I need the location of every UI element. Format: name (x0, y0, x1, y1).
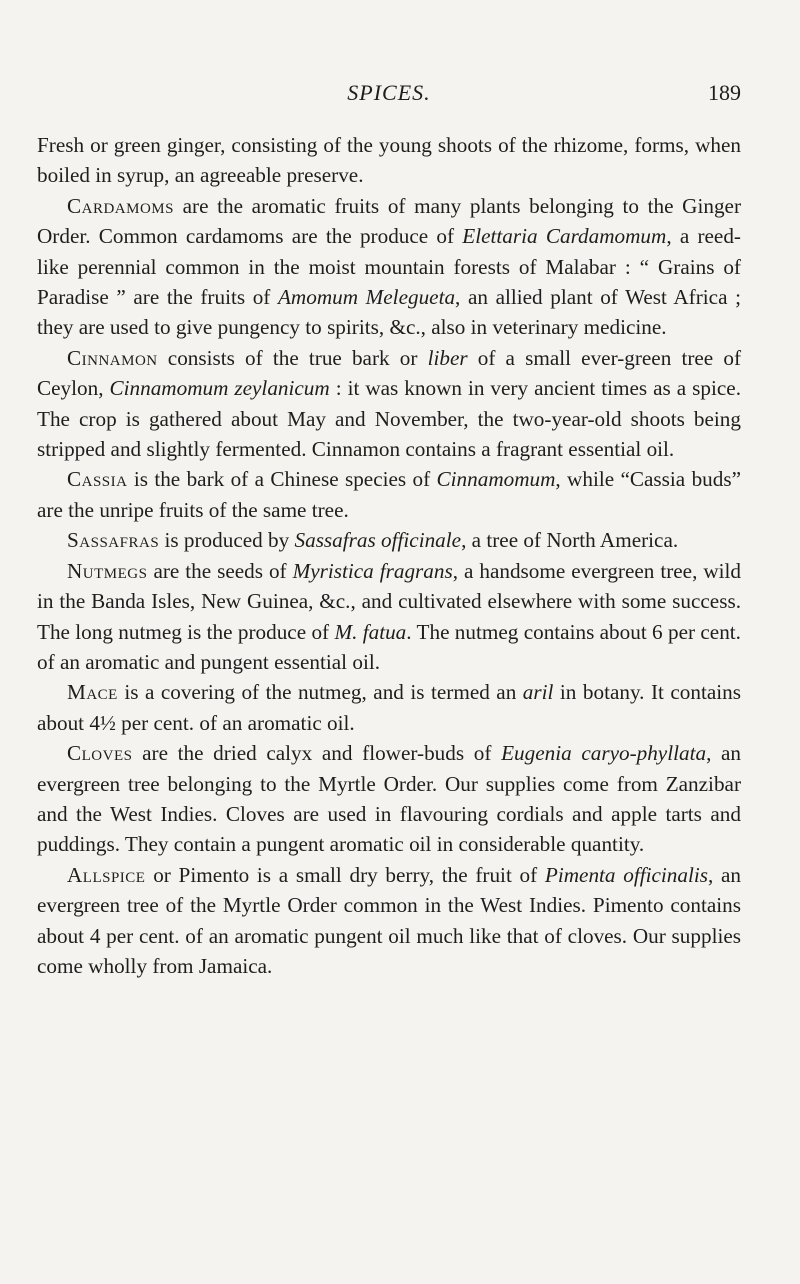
spice-name: Cloves (67, 741, 133, 766)
text-run: or Pimento is a small dry berry, the fruit of (145, 862, 545, 887)
text-run: , a reed-like perennial common in the moist mountain forests of Malabar : “ Grains of Paradise ” are the fruits of (37, 224, 741, 310)
text-run: , an evergreen tree belonging to the Myrtle Order. Our supplies come from Zanzibar and the West Indies. Cloves are used in flavouring cordials and apple tarts and puddings. They contain a pungent aromatic oil in considerable quantity. (37, 741, 742, 857)
botanical-name: Cinnamomum zeylanicum (109, 376, 330, 401)
text-run: is the bark of a Chinese species of (127, 467, 437, 492)
botanical-name: aril (522, 680, 554, 705)
spice-name: Cardamoms (67, 193, 174, 218)
paragraph (37, 860, 741, 982)
text-run: of a small ever-green tree of Ceylon, (37, 345, 742, 401)
botanical-name: Amomum Melegueta (277, 285, 456, 310)
text-run: are the dried calyx and flower-buds of (132, 741, 502, 766)
text-run: is produced by (159, 528, 295, 553)
text-run: is a covering of the nutmeg, and is termed an (117, 680, 523, 705)
paragraph (37, 556, 741, 678)
page-number: 189 (708, 80, 741, 105)
spice-name: Mace (67, 680, 118, 705)
botanical-name: M. fatua (334, 619, 407, 644)
spice-name: Sassafras (67, 528, 160, 553)
text-run: , a handsome evergreen tree, wild in the Banda Isles, New Guinea, &c., and cultivated elsewhere with some success. The long nutmeg is the produce of (37, 558, 742, 644)
botanical-name: Pimenta officinalis (544, 862, 708, 887)
body-text (37, 130, 741, 981)
text-run: consists of the true bark or (157, 345, 428, 370)
paragraph (37, 130, 741, 191)
spice-name: Cinnamon (67, 345, 158, 370)
text-run: , while “Cassia buds” are the unripe fruits of the same tree. (37, 467, 741, 522)
text-run: , an allied plant of West Africa ; they are used to give pungency to spirits, &c., also in veterinary medicine. (37, 285, 741, 340)
paragraph (37, 191, 741, 343)
text-run: , an evergreen tree of the Myrtle Order common in the West Indies. Pimento contains about 4 per cent. of an aromatic pungent oil much like that of cloves. Our supplies come wholly from Jamaica. (37, 862, 741, 978)
paragraph (37, 677, 741, 738)
paragraph (37, 464, 741, 525)
text-run: . The nutmeg contains about 6 per cent. of an aromatic and pungent essential oil. (37, 619, 741, 674)
paragraph (37, 738, 741, 860)
text-run: : it was known in very ancient times as a spice. The crop is gathered about May and November, the two-year-old shoots being stripped and slightly fermented. Cinnamon contains a fragrant essential oil. (37, 376, 741, 462)
text-run: , a tree of North America. (461, 528, 679, 553)
botanical-name: liber (427, 345, 468, 370)
text-run: Fresh or green ginger, consisting of the young shoots of the rhizome, forms, when boiled in syrup, an agreeable preserve. (37, 133, 741, 188)
paragraph (37, 343, 741, 465)
page-header (37, 80, 741, 114)
text-run: in botany. It contains about 4½ per cent. of an aromatic oil. (37, 680, 741, 735)
spice-name: Nutmegs (67, 558, 148, 583)
botanical-name: Cinnamomum (436, 467, 556, 492)
botanical-name: Myristica fragrans (292, 558, 453, 583)
botanical-name: Eugenia caryo-phyllata (501, 741, 707, 766)
botanical-name: Sassafras officinale (294, 528, 462, 553)
spice-name: Allspice (67, 862, 146, 887)
text-run: are the seeds of (147, 558, 293, 583)
paragraph (37, 525, 741, 555)
running-title: SPICES. (347, 80, 431, 105)
botanical-name: Elettaria Cardamomum (462, 224, 667, 249)
text-run: are the aromatic fruits of many plants belonging to the Ginger Order. Common cardamoms are the produce of (37, 193, 741, 249)
spice-name: Cassia (67, 467, 128, 492)
